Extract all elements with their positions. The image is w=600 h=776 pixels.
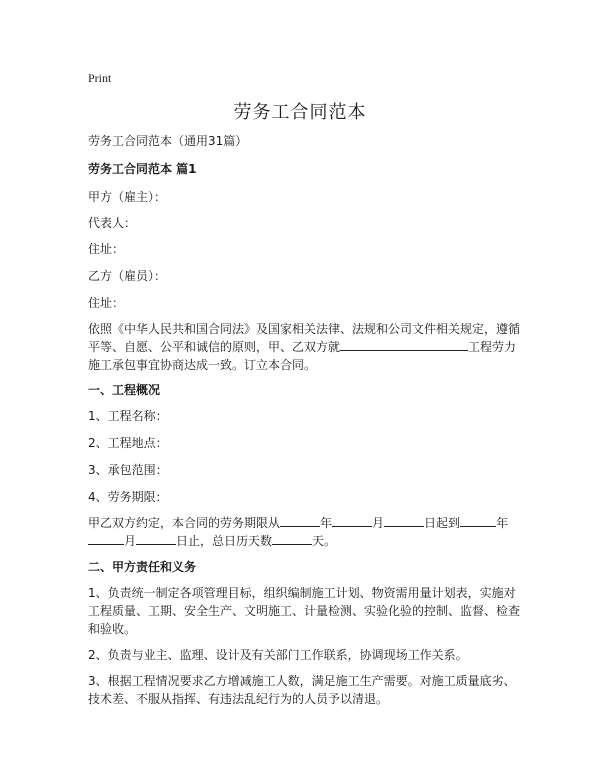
duty-1-line-3: 和验收。 — [88, 622, 137, 636]
print-link[interactable]: Print — [88, 71, 112, 85]
total-days-blank — [272, 532, 312, 545]
day-to-label: 日止，总日历天数 — [176, 534, 273, 548]
address-a-label: 住址： — [88, 242, 125, 256]
days-label: 天。 — [312, 534, 337, 548]
start-year-blank — [280, 514, 320, 527]
address-b-label: 住址： — [88, 296, 125, 310]
document-title: 劳务工合同范本 — [233, 102, 367, 123]
end-month-blank — [88, 532, 124, 545]
overview-heading: 一、工程概况 — [88, 383, 161, 397]
section-heading: 劳务工合同范本 篇1 — [88, 162, 197, 176]
end-year-blank — [460, 514, 496, 527]
duty-2: 2、负责与业主、监理、设计及有关部门工作联系，协调现场工作关系。 — [88, 648, 468, 662]
term-line-1 — [88, 514, 508, 532]
duties-heading: 二、甲方责任和义务 — [88, 560, 197, 574]
overview-item-location: 2、工程地点： — [88, 436, 168, 450]
project-name-blank — [340, 338, 468, 351]
duty-1-line-1: 1、负责统一制定各项管理目标，组织编制施工计划、物资需用量计划表，实施对 — [88, 586, 516, 600]
year-label: 年 — [320, 516, 333, 530]
overview-item-term: 4、劳务期限： — [88, 490, 168, 504]
duty-3-line-2: 技术差、不服从指挥、有违法乱纪行为的人员予以清退。 — [88, 692, 389, 706]
term-intro: 甲乙双方约定，本合同的劳务期限从 — [88, 516, 281, 530]
intro-line-2 — [88, 338, 516, 356]
start-day-blank — [384, 514, 424, 527]
end-day-blank — [136, 532, 176, 545]
intro-line-1: 依照《中华人民共和国合同法》及国家相关法律、法规和公司文件相关规定，遵循 — [88, 322, 521, 336]
party-b-label: 乙方（雇员）： — [88, 269, 167, 283]
end-year-label: 年 — [496, 516, 509, 530]
duty-3-line-1: 3、根据工程情况要求乙方增减施工人数，满足施工生产需要。对施工质量底劣、 — [88, 674, 516, 688]
intro-line-3: 施工承包事宜协商达成一致。订立本合同。 — [88, 358, 317, 372]
day-from-label: 日起到 — [424, 516, 461, 530]
intro-line-2-end: 工程劳力 — [468, 340, 517, 354]
overview-item-name: 1、工程名称： — [88, 409, 168, 423]
party-a-label: 甲方（雇主）： — [88, 190, 167, 204]
start-month-blank — [332, 514, 372, 527]
month-label: 月 — [372, 516, 385, 530]
end-month-label: 月 — [124, 534, 137, 548]
duty-1-line-2: 工程质量、工期、安全生产、文明施工、计量检测、实验化验的控制、监督、检查 — [88, 604, 521, 618]
overview-item-scope: 3、承包范围： — [88, 463, 168, 477]
document-subtitle: 劳务工合同范本（通用31篇） — [88, 134, 248, 148]
intro-line-2-start: 平等、自愿、公平和诚信的原则，甲、乙双方就 — [88, 340, 341, 354]
representative-label: 代表人： — [88, 216, 137, 230]
term-line-2 — [88, 532, 336, 550]
